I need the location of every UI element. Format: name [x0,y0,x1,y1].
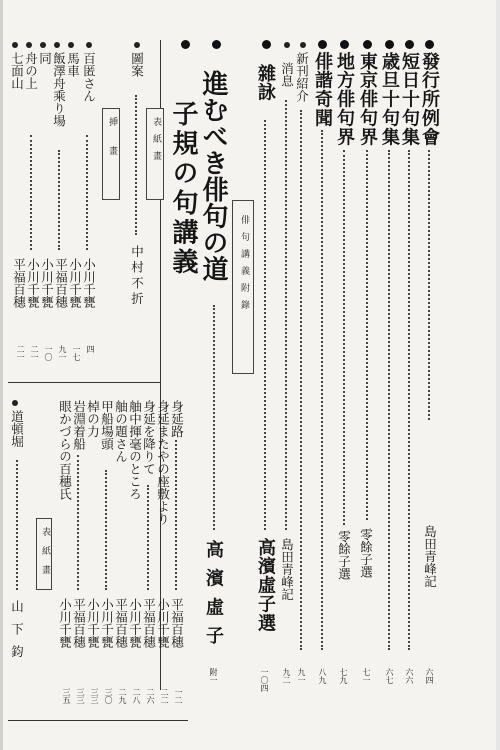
leader-dots [343,150,346,525]
left-author: 小川千甕 [67,258,83,308]
bottom-title: 岩淵着船 [71,400,87,450]
bottom-title: 身延またやの座敷より [155,400,171,525]
entry-page: 八九 [318,668,327,684]
appendix-label: 俳句講義附錄 [239,215,249,317]
entry-title: 東京俳句界 [357,52,378,147]
left-author: 小川千甕 [25,258,41,308]
left-page: 四 [86,345,95,353]
left-author: 小川千甕 [81,258,97,308]
bottom-page: 三五 [62,688,71,704]
entry-author: 島田青峰記 [422,525,438,588]
shoku-title: 消息 [279,62,295,87]
bottom-author: 小川千甕 [85,598,101,648]
sashie-label: 挿畫 [107,117,117,175]
bottom-title: 棹の力 [85,400,101,438]
bullet-mark [212,40,221,49]
shoku-author: 島田青峰記 [279,538,295,601]
left-author: 平福百穗 [53,258,69,308]
bottom-author: 平福百穗 [113,598,129,648]
zatsuei-author: 高濱虛子選 [255,538,276,633]
bullet-mark [40,42,46,48]
leader-dots [300,110,303,650]
leader-dots [285,100,288,530]
left-title: 七面山 [9,52,25,90]
left-title: 同 [37,52,53,65]
entry-author: 零餘子選 [358,528,374,578]
leader-dots [30,135,33,250]
bottom-title: 舳中揮毫のところ [127,400,143,500]
bottom-author: 平福百穗 [169,598,185,648]
entry-page: 六六 [405,668,414,684]
shinkan-page: 九一 [297,668,306,684]
shoku-page: 九二 [282,668,291,684]
bottom-page: 一二 [174,688,183,704]
hyoshi-label-bottom: 表紙畫 [40,527,50,584]
leader-dots [86,135,89,250]
zatsuei-title: 雜詠 [255,64,276,102]
left-page: 一〇 [44,345,53,361]
left-author: 平福百穗 [11,258,27,308]
bullet-mark [12,400,18,406]
leader-dots [77,455,80,590]
leader-dots [213,305,216,530]
bottom-author: 小川千甕 [99,598,115,648]
bottom-page: 二九 [118,688,127,704]
entry-title: 發行所例會 [419,52,440,147]
leader-dots [16,460,19,590]
entry-page: 六四 [425,668,434,684]
leader-dots [105,470,108,590]
entry-page: 七一 [362,668,371,684]
bottom-page: 二八 [132,688,141,704]
entry-title: 歳旦十句集 [379,52,400,147]
bullet-mark [181,40,190,49]
shinkan-title: 新刊紹介 [294,52,310,102]
bottom-title: 身延路 [169,400,185,438]
leader-dots [428,150,431,420]
leader-dots [388,150,391,650]
bullet-mark [68,42,74,48]
bullet-mark [54,42,60,48]
hyoshi-box-bottom [36,518,52,590]
bottom-author: 小川千甕 [127,598,143,648]
bullet-mark [340,40,349,49]
bullet-mark [284,42,290,48]
leader-dots [366,150,369,520]
section-divider [8,382,160,383]
bottom-title: 甲船場頭 [99,400,115,450]
leader-dots [58,150,61,250]
entry-author: 零餘子選 [336,530,352,580]
bottom-title: 舳の題さん [113,400,129,463]
leader-dots [321,130,324,650]
bottom-page: 三三 [76,688,85,704]
leader-dots [264,120,267,530]
susumu-title: 進むべき俳句の道 [198,70,228,283]
leader-dots [175,440,178,590]
bullet-mark [318,40,327,49]
bottom-title: 身延を降りて [141,400,157,475]
sashie-box [102,108,120,200]
entry-page: 七九 [339,668,348,684]
left-author: 小川千甕 [39,258,55,308]
bullet-mark [26,42,32,48]
left-title: 馬車 [65,52,81,77]
bullet-mark [134,42,140,48]
bullet-mark [300,42,306,48]
left-page: 一七 [72,345,81,361]
zuan-title: 圖案 [129,52,145,77]
hyoshi-label: 表紙畫 [151,117,161,168]
bottom-author: 平福百穗 [71,598,87,648]
bullet-mark [425,40,434,49]
bullet-mark [86,42,92,48]
bottom-author: 小川千甕 [155,598,171,648]
bullet-mark [262,40,271,49]
road-title: 道頓堀 [9,410,25,448]
left-title: 百匿さん [81,52,97,102]
susumu-page: 附一 [209,668,218,684]
left-title: 飯澤舟乘り場 [51,52,67,127]
entry-title: 短日十句集 [399,52,420,147]
appendix-box [232,200,254,374]
zuan-author: 中村不折 [129,245,145,308]
bullet-mark [405,40,414,49]
entry-title: 俳諧奇聞 [312,52,333,128]
road-author: 山下鈞 [9,600,25,668]
zatsuei-page: 一〇四 [260,668,269,692]
bottom-author: 平福百穗 [141,598,157,648]
page-spine [0,0,3,750]
bottom-page: 三三 [90,688,99,704]
left-page: 九一 [58,345,67,361]
leader-dots [135,95,138,235]
leader-dots [147,485,150,590]
left-page: 二一 [16,345,25,361]
bottom-divider [8,720,188,721]
bottom-page: 二二 [160,688,169,704]
bullet-mark [363,40,372,49]
susumu-author: 高濱虛子 [203,540,224,656]
hyoshi-box [146,108,164,200]
entry-page: 六七 [385,668,394,684]
leader-dots [408,150,411,650]
bottom-title: 眼かづらの百穗氏 [57,400,73,500]
entry-title: 地方俳句界 [334,52,355,147]
shiki-title: 子規の句講義 [168,100,198,278]
bullet-mark [12,42,18,48]
bottom-author: 小川千甕 [57,598,73,648]
left-page: 二一 [30,345,39,361]
bullet-mark [385,40,394,49]
bottom-page: 三〇 [104,688,113,704]
left-title: 舟の上 [23,52,39,90]
bottom-page: 二六 [146,688,155,704]
